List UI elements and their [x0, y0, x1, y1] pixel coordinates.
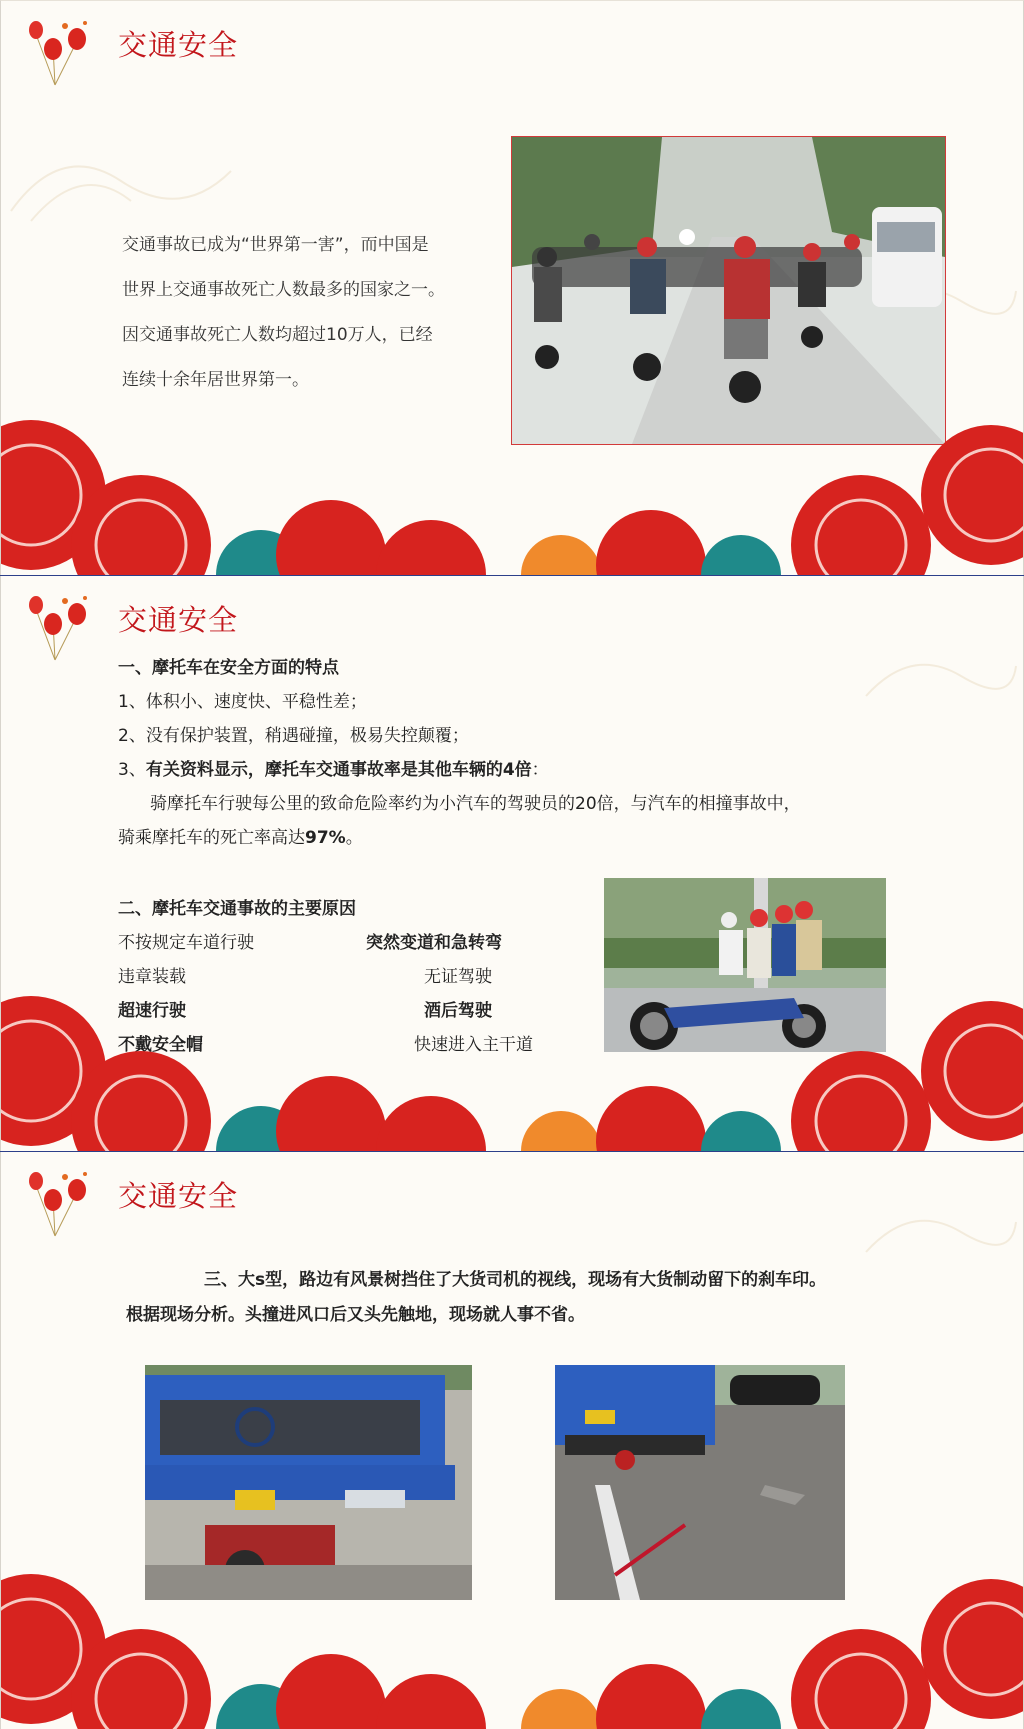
paragraph-line: 因交通事故死亡人数均超过10万人，已经	[122, 325, 433, 345]
truck-crash-photo-road	[555, 1365, 845, 1600]
cause-right: 酒后驾驶	[424, 1001, 492, 1021]
balloons-icon	[25, 1168, 97, 1238]
motorcycle-traffic-photo	[511, 136, 946, 445]
section-heading: 二、摩托车交通事故的主要原因	[118, 899, 356, 919]
slide-2	[0, 576, 1024, 1151]
cause-right: 突然变道和急转弯	[366, 933, 502, 953]
death-rate-value: 97%	[305, 828, 346, 848]
cause-right: 快速进入主干道	[414, 1035, 533, 1055]
cause-left: 违章装载	[118, 967, 186, 987]
case-description: 三、大s型，路边有风景树挡住了大货司机的视线，现场有大货制动留下的刹车印。	[204, 1270, 827, 1290]
item-emphasis: 有关资料显示，摩托车交通事故率是其他车辆的4倍	[145, 760, 532, 780]
case-description: 根据现场分析。头撞进风口后又头先触地，现场就人事不省。	[126, 1305, 585, 1325]
cause-left: 不戴安全帽	[118, 1035, 203, 1055]
cause-right: 无证驾驶	[424, 967, 492, 987]
slide-title: 交通安全	[118, 28, 239, 62]
cause-left: 超速行驶	[118, 1001, 186, 1021]
body-text	[118, 823, 363, 848]
feature-item: 2、没有保护装置，稍遇碰撞，极易失控颠覆；	[118, 726, 469, 746]
balloons-icon	[25, 17, 97, 87]
body-text: 骑摩托车行驶每公里的致命危险率约为小汽车的驾驶员的20倍，与汽车的相撞事故中，	[150, 794, 801, 814]
paragraph-line: 交通事故已成为“世界第一害”，而中国是	[122, 235, 429, 255]
truck-crash-photo-front	[145, 1365, 472, 1600]
intro-paragraph	[122, 223, 445, 403]
paragraph-line: 连续十余年居世界第一。	[122, 370, 309, 390]
item-suffix: ：	[531, 760, 549, 780]
slide-title: 交通安全	[118, 1179, 239, 1213]
feature-item	[118, 755, 549, 780]
body-text-suffix: 。	[345, 828, 363, 848]
cloud-border-decoration	[1, 1569, 1024, 1729]
body-text-prefix: 骑乘摩托车的死亡率高达	[118, 828, 305, 848]
slide-3	[0, 1152, 1024, 1729]
cause-left: 不按规定车道行驶	[118, 933, 254, 953]
feature-item: 1、体积小、速度快、平稳性差；	[118, 692, 367, 712]
slide-1	[0, 0, 1024, 575]
balloons-icon	[25, 592, 97, 662]
paragraph-line: 世界上交通事故死亡人数最多的国家之一。	[122, 280, 445, 300]
section-heading: 一、摩托车在安全方面的特点	[118, 658, 339, 678]
item-number: 3、	[118, 760, 146, 780]
slide-title: 交通安全	[118, 603, 239, 637]
cloud-border-decoration	[1, 991, 1024, 1151]
swirl-decoration	[861, 1192, 1021, 1272]
swirl-decoration	[861, 636, 1021, 716]
cloud-border-decoration	[1, 415, 1024, 575]
